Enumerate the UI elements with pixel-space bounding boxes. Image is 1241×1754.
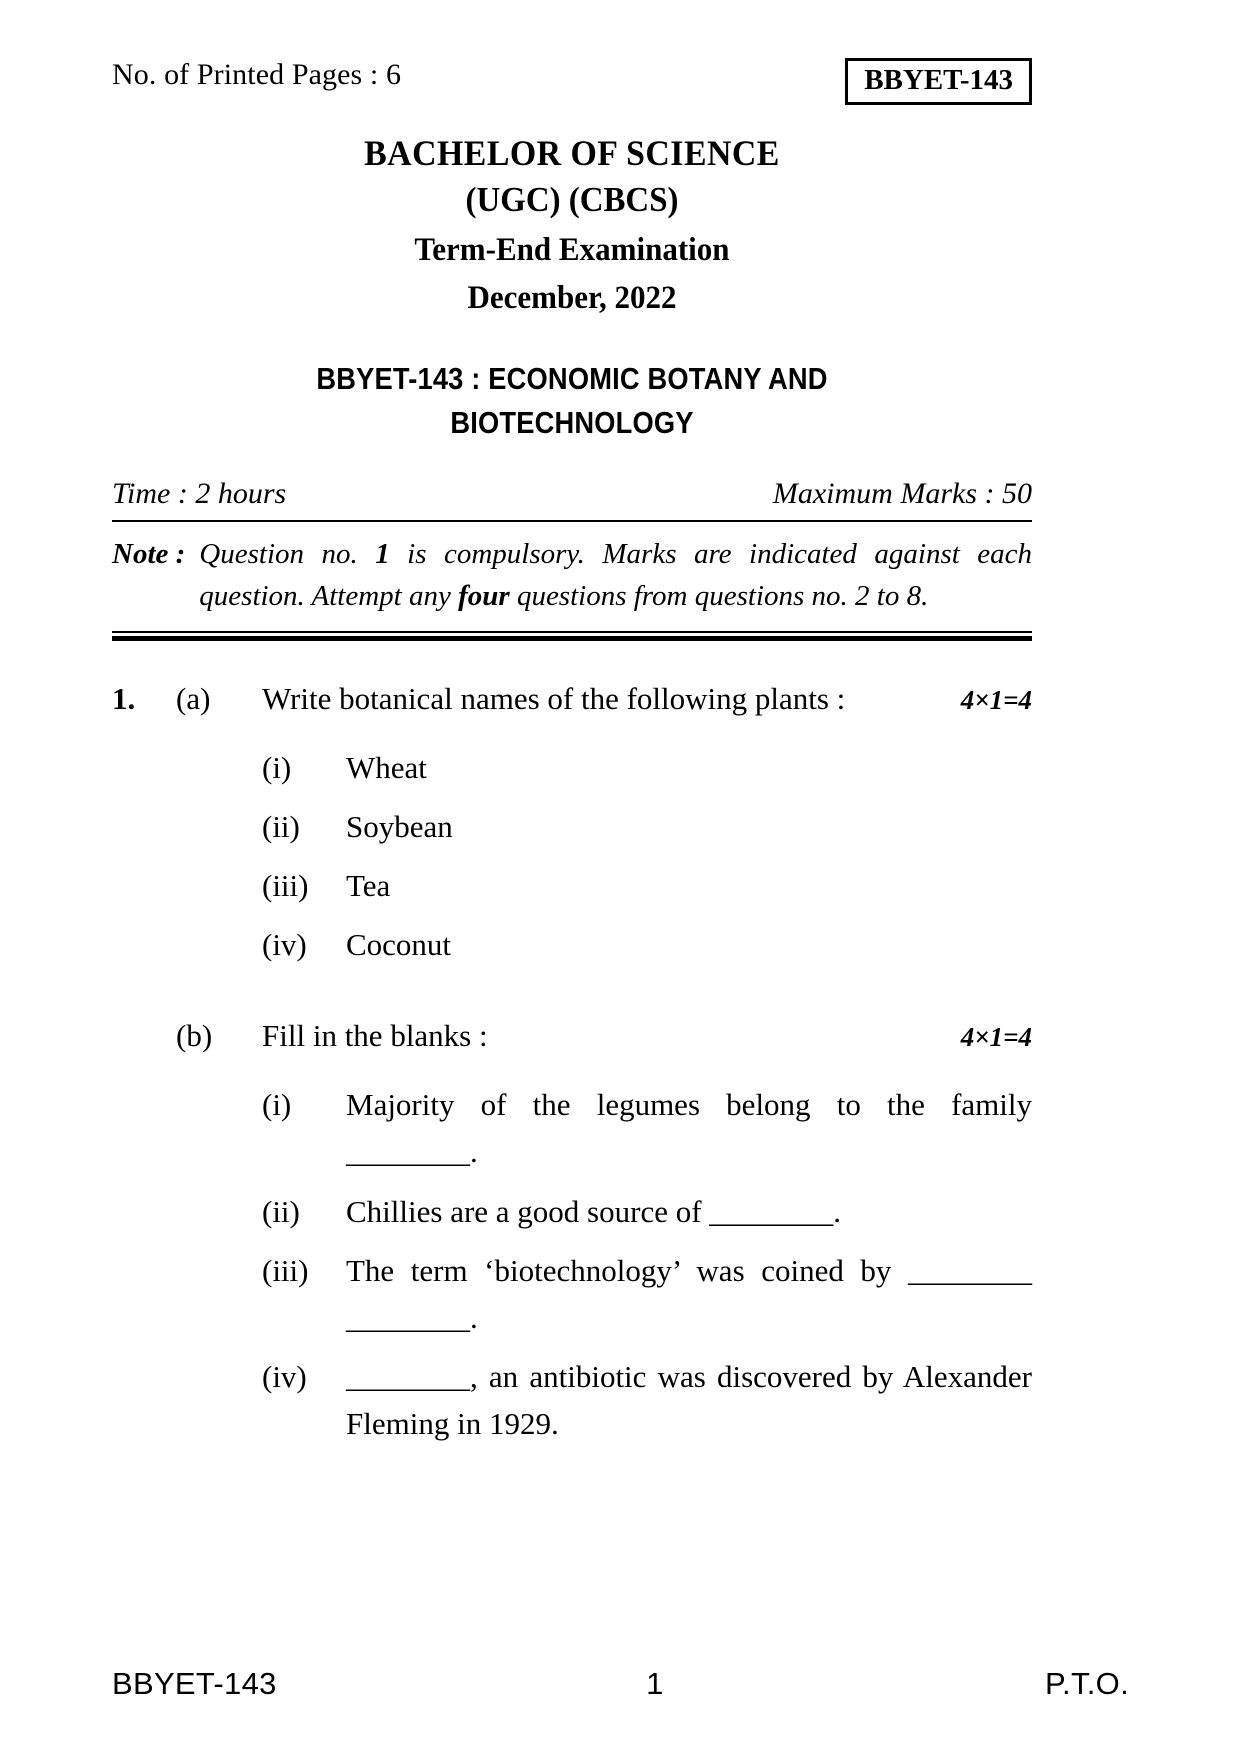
question-1-part-b (112, 1012, 1032, 1447)
subitem-text: ________, an antibiotic was discovered by Alexander Fleming in 1929. (346, 1358, 1032, 1442)
question-part-a-body (262, 675, 1032, 969)
subitem-numeral: (ii) (262, 1193, 300, 1229)
question-1 (112, 675, 1032, 969)
list-item (262, 1188, 1032, 1235)
note-text-part-3: questions from questions no. 2 to 8. (509, 579, 929, 612)
subitem-numeral: (i) (262, 1087, 292, 1123)
degree-title: BACHELOR OF SCIENCE (364, 133, 780, 173)
course-code-box: BBYET-143 (845, 58, 1032, 105)
exam-type-title: Term-End Examination (414, 231, 730, 268)
note-emphasis-question-number: 1 (375, 538, 390, 571)
subject-title-line-2: BIOTECHNOLOGY (450, 405, 694, 441)
question-part-a-text-row (262, 675, 1032, 722)
printed-pages-label: No. of Printed Pages : 6 (112, 58, 402, 91)
note-text-part-2: is compulsory. Marks are indicated against each question. Attempt any (199, 538, 1033, 612)
subitem-numeral: (ii) (262, 808, 300, 844)
time-allowed: Time : 2 hours (112, 477, 287, 511)
note-label: Note : (112, 538, 186, 571)
list-item (262, 921, 1032, 968)
question-part-b-marks: 4×1=4 (960, 1022, 1032, 1053)
note-text (199, 534, 1032, 616)
question-part-label-b: (b) (176, 1018, 213, 1054)
subitem-numeral: (iii) (262, 868, 309, 904)
note-block (112, 534, 1032, 616)
section-divider (112, 631, 1032, 641)
question-part-b-body (262, 1012, 1032, 1447)
footer-pto-label: P.T.O. (1045, 1666, 1129, 1701)
list-item (262, 1353, 1032, 1447)
list-item (262, 744, 1032, 791)
question-part-b-subitems (262, 1081, 1032, 1447)
question-part-a-marks: 4×1=4 (960, 684, 1032, 715)
questions-list (112, 675, 1032, 1447)
question-part-label-a: (a) (176, 680, 211, 716)
question-part-a-subitems (262, 744, 1032, 968)
subitem-text: Majority of the legumes belong to the family ________. (346, 1087, 1032, 1170)
title-block (112, 130, 1032, 319)
subitem-text: Coconut (346, 927, 452, 963)
note-text-part-1: Question no. (199, 538, 376, 571)
subitem-text: Wheat (346, 749, 427, 785)
subitem-text: Soybean (346, 808, 453, 844)
footer-page-number: 1 (646, 1666, 664, 1701)
subitem-text: The term ‘biotechnology’ was coined by ________ ________. (346, 1252, 1032, 1335)
meta-divider (112, 520, 1032, 522)
list-item (262, 1247, 1032, 1341)
footer-course-code: BBYET-143 (112, 1666, 277, 1701)
subitem-text: Chillies are a good source of ________. (346, 1193, 842, 1229)
list-item (262, 862, 1032, 909)
question-part-b-text: Fill in the blanks : (262, 1018, 488, 1054)
section-divider-thick-rule (112, 636, 1032, 641)
list-item (262, 1081, 1032, 1175)
question-part-b-text-row (262, 1012, 1032, 1059)
question-number: 1. (112, 680, 136, 716)
page-content (112, 0, 1032, 1447)
subitem-text: Tea (346, 868, 391, 904)
maximum-marks: Maximum Marks : 50 (772, 477, 1032, 511)
scheme-title: (UGC) (CBCS) (465, 180, 679, 220)
subitem-numeral: (i) (262, 749, 292, 785)
list-item (262, 803, 1032, 850)
subitem-numeral: (iv) (262, 927, 307, 963)
subitem-numeral: (iv) (262, 1358, 307, 1394)
note-emphasis-count: four (458, 579, 510, 612)
question-part-a-text: Write botanical names of the following plants : (262, 680, 846, 716)
subject-title-line-1: BBYET-143 : ECONOMIC BOTANY AND (316, 361, 828, 397)
exam-date: December, 2022 (467, 280, 677, 317)
exam-meta-row (112, 477, 1032, 511)
page-header (112, 0, 1032, 96)
page-footer (112, 1666, 1129, 1702)
subitem-numeral: (iii) (262, 1252, 309, 1288)
subject-title (167, 357, 977, 445)
